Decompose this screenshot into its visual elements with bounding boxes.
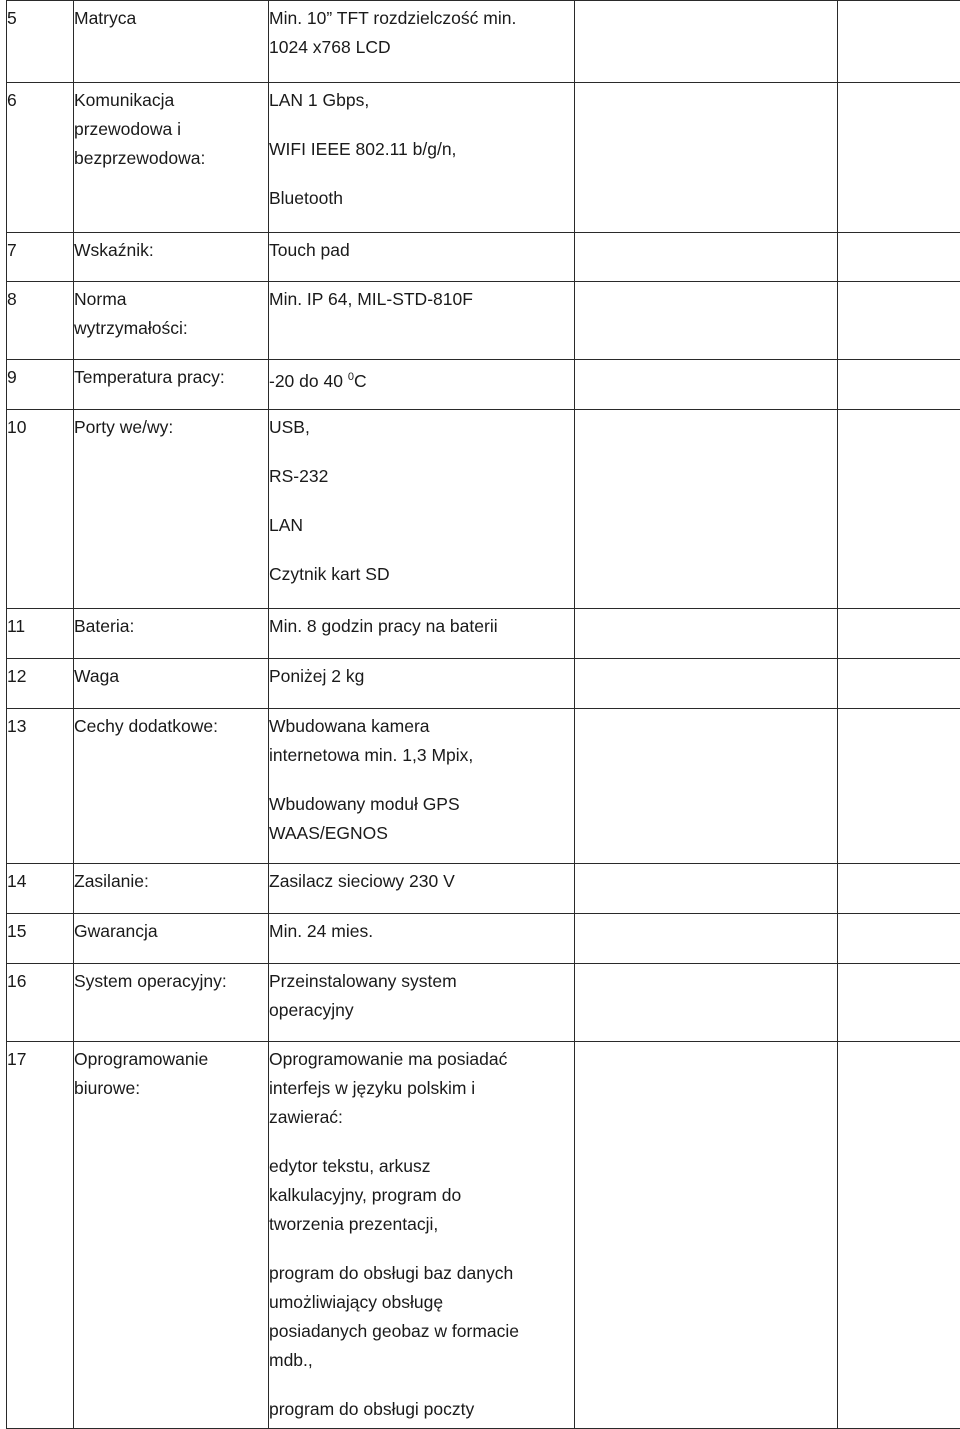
- requirement-line: Zasilacz sieciowy 230 V: [269, 867, 574, 896]
- degree-superscript: 0: [348, 371, 354, 383]
- parameter-name-cell: [74, 1, 269, 83]
- offered-parameter-cell: [575, 709, 838, 864]
- remarks-cell: [838, 864, 960, 914]
- table-row: [7, 233, 960, 282]
- offered-parameter-cell: [575, 1042, 838, 1429]
- temperature-unit: C: [354, 371, 367, 391]
- table-row: [7, 609, 960, 659]
- remarks-cell: [838, 83, 960, 233]
- row-number-cell: [7, 709, 74, 864]
- parameter-name-cell: [74, 282, 269, 360]
- table-row: [7, 1, 960, 83]
- parameter-name-cell: [74, 609, 269, 659]
- parameter-name: Cechy dodatkowe:: [74, 712, 268, 741]
- requirement-line: edytor tekstu, arkusz: [269, 1152, 574, 1181]
- requirement-line: [269, 363, 574, 396]
- requirement-line: LAN: [269, 511, 574, 540]
- parameter-name-cell: [74, 410, 269, 609]
- parameter-name-cell: [74, 83, 269, 233]
- parameter-name: Komunikacja: [74, 86, 268, 115]
- parameter-name-cell: [74, 864, 269, 914]
- row-number-cell: [7, 1042, 74, 1429]
- parameter-name: przewodowa i: [74, 115, 268, 144]
- requirement-line: Min. 10” TFT rozdzielczość min.: [269, 4, 574, 33]
- table-row: [7, 282, 960, 360]
- requirement-cell: [269, 83, 575, 233]
- parameter-name: Temperatura pracy:: [74, 363, 268, 392]
- row-number: 5: [7, 4, 73, 33]
- remarks-cell: [838, 1042, 960, 1429]
- requirement-cell: [269, 282, 575, 360]
- parameter-name: Porty we/wy:: [74, 413, 268, 442]
- requirement-line: WAAS/EGNOS: [269, 819, 574, 848]
- parameter-name: Waga: [74, 662, 268, 691]
- requirement-line: Min. 24 mies.: [269, 917, 574, 946]
- parameter-name-cell: [74, 233, 269, 282]
- requirement-line: LAN 1 Gbps,: [269, 86, 574, 115]
- remarks-cell: [838, 709, 960, 864]
- parameter-name-cell: [74, 964, 269, 1042]
- parameter-name: bezprzewodowa:: [74, 144, 268, 173]
- requirement-line: mdb.,: [269, 1346, 574, 1375]
- row-number-cell: [7, 659, 74, 709]
- requirement-line: zawierać:: [269, 1103, 574, 1132]
- offered-parameter-cell: [575, 609, 838, 659]
- parameter-name: Gwarancja: [74, 917, 268, 946]
- offered-parameter-cell: [575, 864, 838, 914]
- requirement-cell: [269, 659, 575, 709]
- row-number-cell: [7, 83, 74, 233]
- requirement-line: Bluetooth: [269, 184, 574, 213]
- requirement-line: WIFI IEEE 802.11 b/g/n,: [269, 135, 574, 164]
- requirement-line: Min. IP 64, MIL-STD-810F: [269, 285, 574, 314]
- table-row: [7, 864, 960, 914]
- requirement-cell: [269, 914, 575, 964]
- table-row: [7, 360, 960, 410]
- offered-parameter-cell: [575, 914, 838, 964]
- remarks-cell: [838, 609, 960, 659]
- row-number: 13: [7, 712, 73, 741]
- requirement-cell: [269, 609, 575, 659]
- requirement-line: operacyjny: [269, 996, 574, 1025]
- requirement-line: Przeinstalowany system: [269, 967, 574, 996]
- requirement-cell: [269, 360, 575, 410]
- remarks-cell: [838, 659, 960, 709]
- requirement-cell: [269, 864, 575, 914]
- requirement-cell: [269, 233, 575, 282]
- offered-parameter-cell: [575, 1, 838, 83]
- table-row: [7, 410, 960, 609]
- row-number: 16: [7, 967, 73, 996]
- parameter-name: biurowe:: [74, 1074, 268, 1103]
- row-number: 6: [7, 86, 73, 115]
- row-number: 17: [7, 1045, 73, 1074]
- requirement-line: Wbudowany moduł GPS: [269, 790, 574, 819]
- parameter-name: System operacyjny:: [74, 967, 268, 996]
- requirement-line: posiadanych geobaz w formacie: [269, 1317, 574, 1346]
- requirement-line: Wbudowana kamera: [269, 712, 574, 741]
- row-number-cell: [7, 233, 74, 282]
- offered-parameter-cell: [575, 659, 838, 709]
- table-row: [7, 964, 960, 1042]
- remarks-cell: [838, 360, 960, 410]
- requirement-line: tworzenia prezentacji,: [269, 1210, 574, 1239]
- row-number: 9: [7, 363, 73, 392]
- remarks-cell: [838, 1, 960, 83]
- row-number-cell: [7, 282, 74, 360]
- requirement-line: Min. 8 godzin pracy na baterii: [269, 612, 574, 641]
- parameter-name: Zasilanie:: [74, 867, 268, 896]
- requirement-line: Touch pad: [269, 236, 574, 265]
- parameter-name-cell: [74, 360, 269, 410]
- remarks-cell: [838, 282, 960, 360]
- requirement-line: RS-232: [269, 462, 574, 491]
- parameter-name: Norma: [74, 285, 268, 314]
- row-number-cell: [7, 964, 74, 1042]
- requirement-line: Poniżej 2 kg: [269, 662, 574, 691]
- requirement-line: internetowa min. 1,3 Mpix,: [269, 741, 574, 770]
- parameter-name: Wskaźnik:: [74, 236, 268, 265]
- offered-parameter-cell: [575, 360, 838, 410]
- row-number-cell: [7, 1, 74, 83]
- parameter-name: Bateria:: [74, 612, 268, 641]
- requirement-cell: [269, 1, 575, 83]
- remarks-cell: [838, 233, 960, 282]
- requirement-line: 1024 x768 LCD: [269, 33, 574, 62]
- row-number: 11: [7, 612, 73, 641]
- parameter-name: wytrzymałości:: [74, 314, 268, 343]
- remarks-cell: [838, 914, 960, 964]
- requirement-cell: [269, 1042, 575, 1429]
- table-row: [7, 1042, 960, 1429]
- table-row: [7, 659, 960, 709]
- requirement-line: kalkulacyjny, program do: [269, 1181, 574, 1210]
- row-number-cell: [7, 609, 74, 659]
- table-row: [7, 83, 960, 233]
- parameter-name: Matryca: [74, 4, 268, 33]
- requirement-line: program do obsługi poczty: [269, 1395, 574, 1424]
- remarks-cell: [838, 410, 960, 609]
- row-number: 10: [7, 413, 73, 442]
- requirement-line: Czytnik kart SD: [269, 560, 574, 589]
- requirement-cell: [269, 964, 575, 1042]
- remarks-cell: [838, 964, 960, 1042]
- row-number: 7: [7, 236, 73, 265]
- row-number: 15: [7, 917, 73, 946]
- row-number: 8: [7, 285, 73, 314]
- table-row: [7, 709, 960, 864]
- row-number-cell: [7, 914, 74, 964]
- requirement-line: interfejs w języku polskim i: [269, 1074, 574, 1103]
- offered-parameter-cell: [575, 410, 838, 609]
- offered-parameter-cell: [575, 233, 838, 282]
- requirement-line: USB,: [269, 413, 574, 442]
- offered-parameter-cell: [575, 282, 838, 360]
- requirement-line: program do obsługi baz danych: [269, 1259, 574, 1288]
- parameter-name: Oprogramowanie: [74, 1045, 268, 1074]
- parameter-name-cell: [74, 914, 269, 964]
- offered-parameter-cell: [575, 83, 838, 233]
- parameter-name-cell: [74, 709, 269, 864]
- requirement-line: Oprogramowanie ma posiadać: [269, 1045, 574, 1074]
- table-row: [7, 914, 960, 964]
- requirement-line: umożliwiający obsługę: [269, 1288, 574, 1317]
- row-number-cell: [7, 410, 74, 609]
- row-number: 14: [7, 867, 73, 896]
- requirement-cell: [269, 709, 575, 864]
- row-number-cell: [7, 360, 74, 410]
- parameter-name-cell: [74, 659, 269, 709]
- offered-parameter-cell: [575, 964, 838, 1042]
- row-number: 12: [7, 662, 73, 691]
- requirement-cell: [269, 410, 575, 609]
- row-number-cell: [7, 864, 74, 914]
- temperature-range: -20 do 40: [269, 371, 348, 391]
- specification-table: [6, 0, 960, 1429]
- parameter-name-cell: [74, 1042, 269, 1429]
